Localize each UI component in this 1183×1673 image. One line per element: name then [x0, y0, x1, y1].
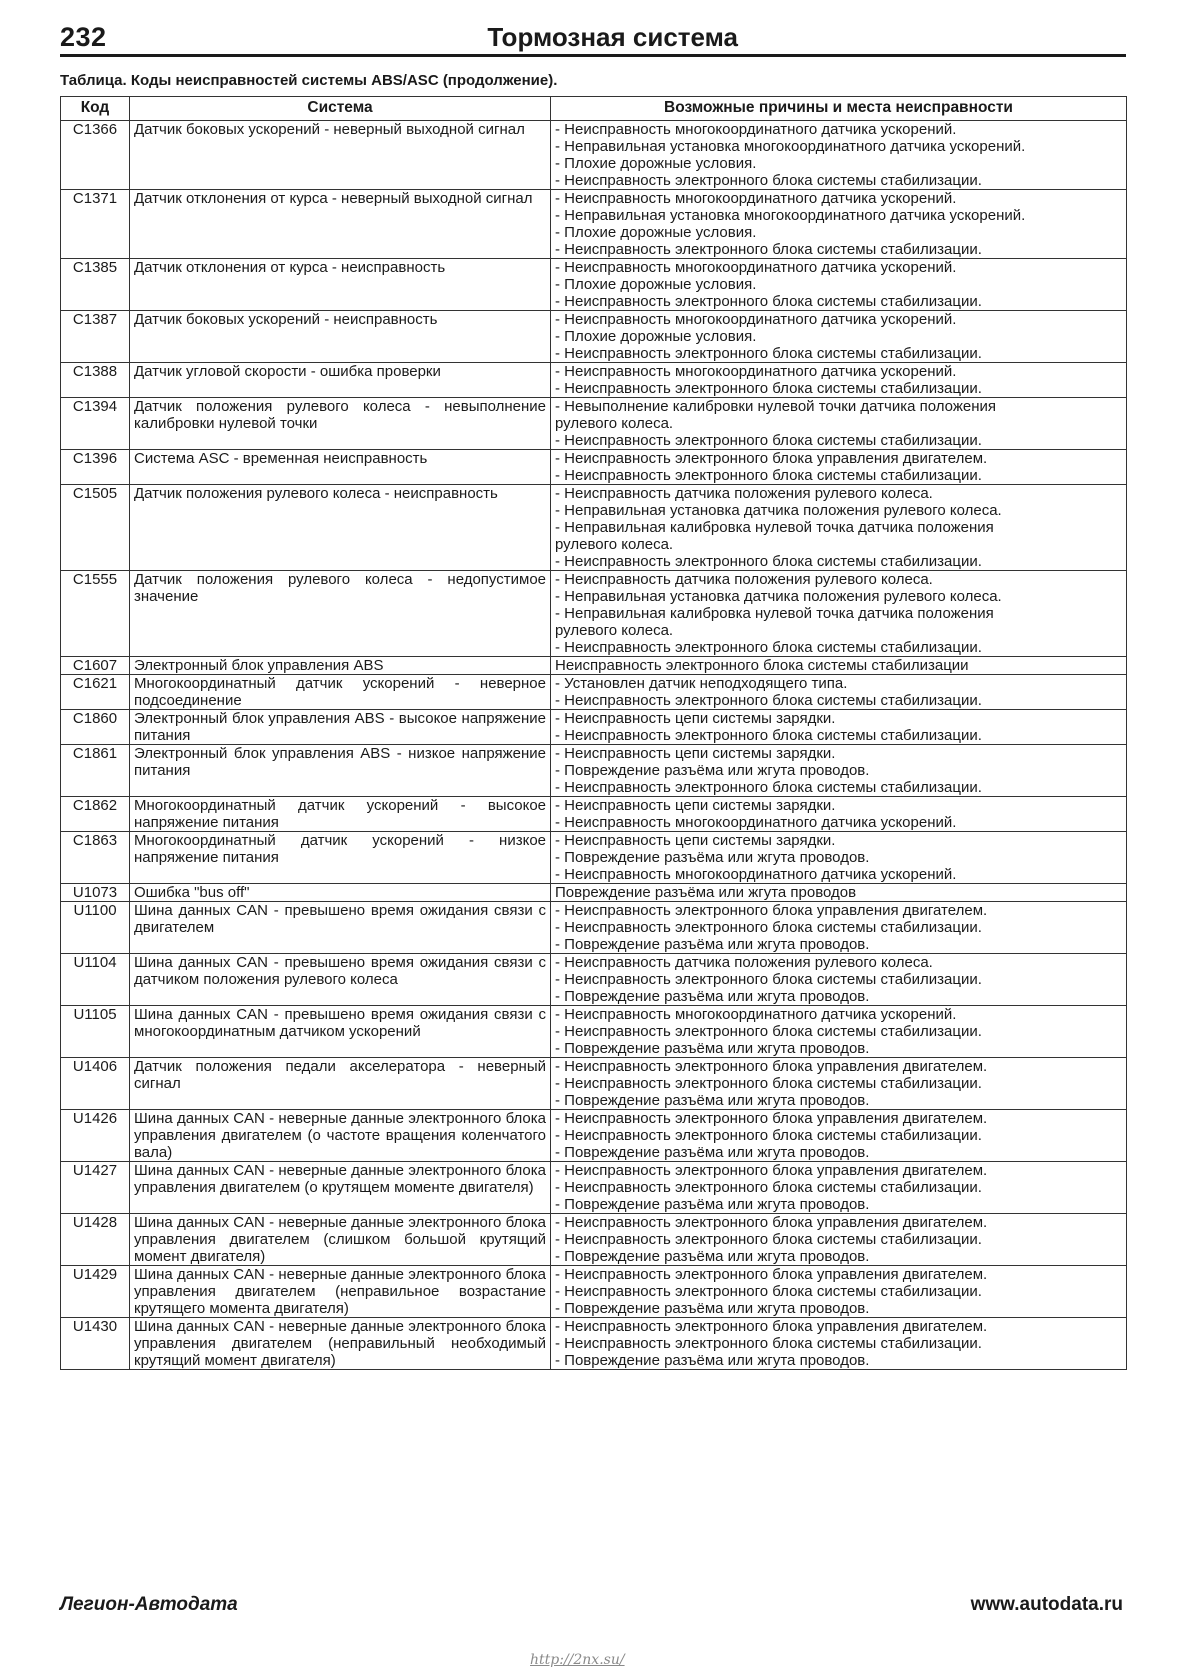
cause-line: - Неисправность электронного блока системы стабилизации. [555, 779, 982, 796]
cause-line: - Неисправность многокоординатного датчика ускорений. [555, 190, 957, 207]
causes-cell [551, 745, 1127, 797]
cause-line: - Неисправность электронного блока управления двигателем. [555, 1058, 988, 1075]
system-cell: Шина данных CAN - неверные данные электронного блока управления двигателем (неправильный необходимый крутящий момент двигателя) [130, 1318, 551, 1370]
causes-cell [551, 902, 1127, 954]
system-cell: Электронный блок управления ABS - высокое напряжение питания [130, 710, 551, 745]
cause-line: - Неисправность электронного блока системы стабилизации. [555, 1335, 982, 1352]
causes-cell [551, 1266, 1127, 1318]
cause-line: - Повреждение разъёма или жгута проводов. [555, 1040, 870, 1057]
table-row [61, 121, 1127, 190]
fault-code-cell: C1505 [61, 485, 130, 571]
cause-line: - Неисправность электронного блока системы стабилизации. [555, 1023, 982, 1040]
table-row [61, 398, 1127, 450]
system-cell: Многокоординатный датчик ускорений - низкое напряжение питания [130, 832, 551, 884]
cause-line: рулевого колеса. [555, 622, 674, 639]
causes-cell [551, 710, 1127, 745]
cause-line: - Неправильная установка датчика положения рулевого колеса. [555, 502, 1002, 519]
cause-line: - Повреждение разъёма или жгута проводов. [555, 1248, 870, 1265]
cause-line: - Неисправность электронного блока системы стабилизации. [555, 241, 982, 258]
cause-line: Повреждение разъёма или жгута проводов [555, 884, 857, 901]
system-cell: Датчик угловой скорости - ошибка проверки [130, 363, 551, 398]
fault-code-cell: U1073 [61, 884, 130, 902]
cause-line: - Неисправность цепи системы зарядки. [555, 710, 836, 727]
fault-code-cell: C1861 [61, 745, 130, 797]
table-row [61, 259, 1127, 311]
system-cell: Шина данных CAN - превышено время ожидания связи с двигателем [130, 902, 551, 954]
system-cell: Шина данных CAN - неверные данные электронного блока управления двигателем (о частоте вращения коленчатого вала) [130, 1110, 551, 1162]
table-row [61, 571, 1127, 657]
fault-code-cell: U1104 [61, 954, 130, 1006]
cause-line: - Повреждение разъёма или жгута проводов. [555, 1144, 870, 1161]
cause-line: - Невыполнение калибровки нулевой точки датчика положения [555, 398, 996, 415]
table-row [61, 1058, 1127, 1110]
table-row [61, 311, 1127, 363]
table-caption: Таблица. Коды неисправностей системы ABS/ASC (продолжение). [60, 72, 558, 89]
table-row [61, 902, 1127, 954]
table-row [61, 1110, 1127, 1162]
fault-code-cell: C1394 [61, 398, 130, 450]
cause-line: - Неисправность электронного блока системы стабилизации. [555, 971, 982, 988]
cause-line: - Неисправность электронного блока системы стабилизации. [555, 345, 982, 362]
table-row [61, 450, 1127, 485]
page-number: 232 [60, 22, 107, 52]
system-cell: Многокоординатный датчик ускорений - неверное подсоединение [130, 675, 551, 710]
causes-cell [551, 190, 1127, 259]
system-cell: Шина данных CAN - неверные данные электронного блока управления двигателем (неправильное возрастание крутящего момента двигателя) [130, 1266, 551, 1318]
table-row [61, 485, 1127, 571]
system-cell: Многокоординатный датчик ускорений - высокое напряжение питания [130, 797, 551, 832]
cause-line: - Неисправность электронного блока системы стабилизации. [555, 172, 982, 189]
fault-code-cell: C1385 [61, 259, 130, 311]
causes-cell [551, 259, 1127, 311]
causes-cell [551, 675, 1127, 710]
cause-line: - Неисправность электронного блока системы стабилизации. [555, 553, 982, 570]
cause-line: - Неисправность электронного блока системы стабилизации. [555, 919, 982, 936]
table-row [61, 1318, 1127, 1370]
cause-line: - Неправильная калибровка нулевой точка датчика положения [555, 519, 994, 536]
table-row [61, 190, 1127, 259]
fault-code-cell: U1406 [61, 1058, 130, 1110]
fault-code-cell: C1387 [61, 311, 130, 363]
cause-line: Неисправность электронного блока системы стабилизации [555, 657, 969, 674]
system-cell: Датчик положения рулевого колеса - неисправность [130, 485, 551, 571]
table-row [61, 954, 1127, 1006]
column-header-causes: Возможные причины и места неисправности [551, 97, 1127, 121]
causes-cell [551, 450, 1127, 485]
table-row [61, 675, 1127, 710]
fault-code-cell: U1429 [61, 1266, 130, 1318]
cause-line: - Повреждение разъёма или жгута проводов. [555, 936, 870, 953]
cause-line: - Неисправность электронного блока системы стабилизации. [555, 380, 982, 397]
cause-line: - Повреждение разъёма или жгута проводов. [555, 762, 870, 779]
table-row [61, 745, 1127, 797]
fault-code-cell: U1427 [61, 1162, 130, 1214]
fault-code-cell: U1426 [61, 1110, 130, 1162]
cause-line: - Неисправность электронного блока управления двигателем. [555, 1318, 988, 1335]
causes-cell [551, 485, 1127, 571]
cause-line: - Неисправность электронного блока управления двигателем. [555, 1214, 988, 1231]
footer-website[interactable]: www.autodata.ru [970, 1594, 1123, 1615]
causes-cell [551, 311, 1127, 363]
fault-code-cell: C1863 [61, 832, 130, 884]
cause-line: - Неисправность электронного блока системы стабилизации. [555, 1179, 982, 1196]
table-row [61, 884, 1127, 902]
cause-line: - Плохие дорожные условия. [555, 276, 757, 293]
table-row [61, 1266, 1127, 1318]
causes-cell [551, 1058, 1127, 1110]
system-cell: Электронный блок управления ABS - низкое напряжение питания [130, 745, 551, 797]
cause-line: - Неправильная установка многокоординатного датчика ускорений. [555, 138, 1026, 155]
fault-code-cell: U1430 [61, 1318, 130, 1370]
fault-code-cell: U1428 [61, 1214, 130, 1266]
system-cell: Датчик положения рулевого колеса - невыполнение калибровки нулевой точки [130, 398, 551, 450]
causes-cell [551, 832, 1127, 884]
table-row [61, 1214, 1127, 1266]
table-row [61, 710, 1127, 745]
cause-line: - Установлен датчик неподходящего типа. [555, 675, 848, 692]
cause-line: - Неисправность электронного блока управления двигателем. [555, 450, 988, 467]
cause-line: - Неисправность многокоординатного датчика ускорений. [555, 311, 957, 328]
cause-line: - Неисправность датчика положения рулевого колеса. [555, 954, 933, 971]
causes-cell [551, 1214, 1127, 1266]
cause-line: - Неправильная установка датчика положения рулевого колеса. [555, 588, 1002, 605]
cause-line: - Неисправность электронного блока системы стабилизации. [555, 1283, 982, 1300]
cause-line: - Неправильная установка многокоординатного датчика ускорений. [555, 207, 1026, 224]
system-cell: Электронный блок управления ABS [130, 657, 551, 675]
cause-line: - Неисправность цепи системы зарядки. [555, 797, 836, 814]
cause-line: - Неисправность электронного блока управления двигателем. [555, 1266, 988, 1283]
cause-line: - Неисправность электронного блока системы стабилизации. [555, 432, 982, 449]
system-cell: Датчик отклонения от курса - неверный выходной сигнал [130, 190, 551, 259]
cause-line: - Неисправность датчика положения рулевого колеса. [555, 485, 933, 502]
cause-line: - Повреждение разъёма или жгута проводов. [555, 1092, 870, 1109]
cause-line: - Неисправность электронного блока системы стабилизации. [555, 727, 982, 744]
page-title: Тормозная система [487, 22, 738, 52]
cause-line: - Плохие дорожные условия. [555, 224, 757, 241]
causes-cell [551, 657, 1127, 675]
fault-code-cell: U1105 [61, 1006, 130, 1058]
causes-cell [551, 121, 1127, 190]
system-cell: Датчик боковых ускорений - неверный выходной сигнал [130, 121, 551, 190]
page-header [60, 22, 1126, 57]
causes-cell [551, 797, 1127, 832]
cause-line: - Неисправность электронного блока системы стабилизации. [555, 293, 982, 310]
causes-cell [551, 1318, 1127, 1370]
fault-code-cell: C1396 [61, 450, 130, 485]
fault-code-cell: C1860 [61, 710, 130, 745]
cause-line: - Неисправность электронного блока системы стабилизации. [555, 467, 982, 484]
fault-code-cell: C1371 [61, 190, 130, 259]
causes-cell [551, 954, 1127, 1006]
cause-line: - Повреждение разъёма или жгута проводов. [555, 1300, 870, 1317]
fault-code-cell: C1388 [61, 363, 130, 398]
cause-line: - Неисправность многокоординатного датчика ускорений. [555, 1006, 957, 1023]
system-cell: Шина данных CAN - превышено время ожидания связи с многокоординатным датчиком ускорений [130, 1006, 551, 1058]
cause-line: - Повреждение разъёма или жгута проводов. [555, 1352, 870, 1369]
fault-code-cell: C1621 [61, 675, 130, 710]
system-cell: Шина данных CAN - неверные данные электронного блока управления двигателем (о крутящем моменте двигателя) [130, 1162, 551, 1214]
table-row [61, 363, 1127, 398]
system-cell: Шина данных CAN - превышено время ожидания связи с датчиком положения рулевого колеса [130, 954, 551, 1006]
cause-line: - Повреждение разъёма или жгута проводов. [555, 1196, 870, 1213]
system-cell: Система ASC - временная неисправность [130, 450, 551, 485]
table-row [61, 657, 1127, 675]
table-row [61, 1162, 1127, 1214]
causes-cell [551, 363, 1127, 398]
cause-line: - Плохие дорожные условия. [555, 155, 757, 172]
cause-line: - Плохие дорожные условия. [555, 328, 757, 345]
causes-cell [551, 571, 1127, 657]
table-header-row [61, 97, 1127, 121]
system-cell: Ошибка "bus off" [130, 884, 551, 902]
system-cell: Датчик положения педали акселератора - неверный сигнал [130, 1058, 551, 1110]
cause-line: - Неисправность электронного блока системы стабилизации. [555, 1231, 982, 1248]
cause-line: рулевого колеса. [555, 415, 674, 432]
cause-line: - Неисправность многокоординатного датчика ускорений. [555, 121, 957, 138]
fault-code-cell: U1100 [61, 902, 130, 954]
cause-line: - Неисправность электронного блока системы стабилизации. [555, 692, 982, 709]
cause-line: - Повреждение разъёма или жгута проводов. [555, 849, 870, 866]
table-row [61, 797, 1127, 832]
cause-line: - Неисправность цепи системы зарядки. [555, 832, 836, 849]
cause-line: - Неисправность электронного блока управления двигателем. [555, 902, 988, 919]
cause-line: - Повреждение разъёма или жгута проводов. [555, 988, 870, 1005]
causes-cell [551, 1162, 1127, 1214]
system-cell: Датчик положения рулевого колеса - недопустимое значение [130, 571, 551, 657]
table-row [61, 1006, 1127, 1058]
cause-line: - Неисправность цепи системы зарядки. [555, 745, 836, 762]
cause-line: - Неисправность электронного блока управления двигателем. [555, 1162, 988, 1179]
fault-code-cell: C1862 [61, 797, 130, 832]
fault-codes-table [60, 96, 1127, 1370]
cause-line: рулевого колеса. [555, 536, 674, 553]
system-cell: Датчик боковых ускорений - неисправность [130, 311, 551, 363]
cause-line: - Неисправность многокоординатного датчика ускорений. [555, 259, 957, 276]
system-cell: Шина данных CAN - неверные данные электронного блока управления двигателем (слишком большой крутящий момент двигателя) [130, 1214, 551, 1266]
causes-cell [551, 1006, 1127, 1058]
cause-line: - Неисправность многокоординатного датчика ускорений. [555, 363, 957, 380]
cause-line: - Неисправность многокоординатного датчика ускорений. [555, 814, 957, 831]
system-cell: Датчик отклонения от курса - неисправность [130, 259, 551, 311]
cause-line: - Неправильная калибровка нулевой точка датчика положения [555, 605, 994, 622]
cause-line: - Неисправность датчика положения рулевого колеса. [555, 571, 933, 588]
column-header-code: Код [61, 97, 130, 121]
cause-line: - Неисправность электронного блока системы стабилизации. [555, 1127, 982, 1144]
causes-cell [551, 1110, 1127, 1162]
footer-publisher: Легион-Автодата [60, 1594, 238, 1615]
fault-code-cell: C1555 [61, 571, 130, 657]
fault-code-cell: C1366 [61, 121, 130, 190]
table-row [61, 832, 1127, 884]
cause-line: - Неисправность многокоординатного датчика ускорений. [555, 866, 957, 883]
cause-line: - Неисправность электронного блока управления двигателем. [555, 1110, 988, 1127]
column-header-system: Система [130, 97, 551, 121]
causes-cell [551, 398, 1127, 450]
cause-line: - Неисправность электронного блока системы стабилизации. [555, 639, 982, 656]
watermark-link[interactable]: http://2nx.su/ [530, 1652, 625, 1668]
causes-cell [551, 884, 1127, 902]
fault-code-cell: C1607 [61, 657, 130, 675]
cause-line: - Неисправность электронного блока системы стабилизации. [555, 1075, 982, 1092]
